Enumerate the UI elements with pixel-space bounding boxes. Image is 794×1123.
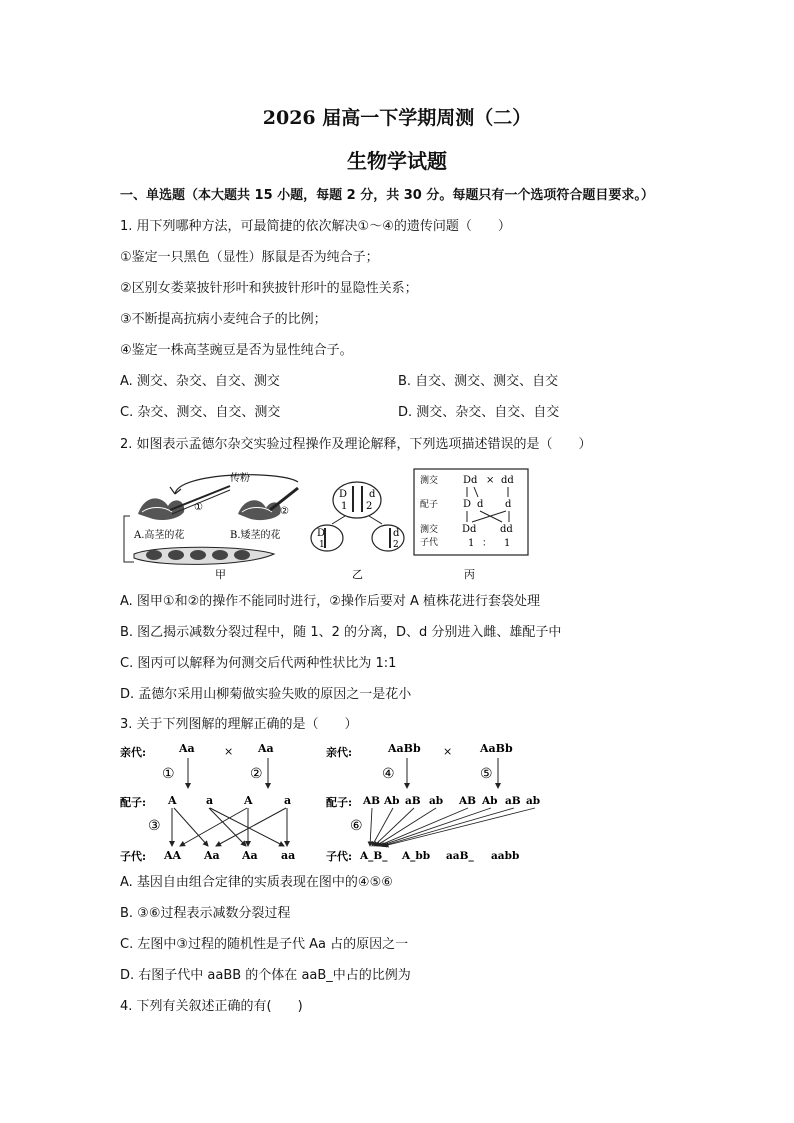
q2-option-c: C. 图丙可以解释为何测交后代两种性状比为 1:1 (120, 656, 397, 671)
gamete-aB-1: aB (405, 795, 421, 807)
q2-stem: 2. 如图表示孟德尔杂交实验过程操作及理论解释，下列选项描述错误的是（ ） (120, 437, 592, 452)
cross-line (216, 808, 286, 846)
cross-sign-right: × (443, 745, 453, 758)
offspring-label-right: 子代: (326, 850, 353, 863)
pollination-label: 传粉 (230, 473, 250, 484)
step-5-marker: ⑤ (480, 766, 493, 782)
step-6-marker: ⑥ (350, 818, 363, 834)
arrow-line (474, 487, 478, 497)
pea-icon (168, 550, 184, 560)
gamete-Ab-2: Ab (482, 795, 498, 807)
offspring-label-1: 测交 (420, 525, 439, 535)
cross-sign: × (486, 475, 495, 486)
offspring-AA: AA (164, 849, 182, 862)
pod-connector (124, 516, 134, 562)
q2-figure (120, 466, 530, 584)
split-line-left (332, 516, 345, 524)
parent-Aa-1: Aa (179, 742, 195, 755)
q1-item-2: ②区别女娄菜披针形叶和狭披针形叶的显隐性关系； (120, 281, 418, 296)
q1-option-d: D. 测交、杂交、自交、自交 (398, 405, 560, 420)
gamete-A-1: A (168, 794, 177, 807)
cross-line (180, 808, 247, 846)
offspring-Aa-2: Aa (242, 849, 258, 862)
tall-flower-icon (138, 498, 184, 520)
q2-option-b: B. 图乙揭示减数分裂过程中，随 1、2 的分离，D、d 分别进入雌、雄配子中 (120, 625, 562, 640)
parent-label-left: 亲代: (120, 746, 147, 759)
figure-jia-label: 甲 (215, 568, 226, 581)
offspring-aa: aa (281, 849, 296, 862)
gamete-label-left: 配子: (120, 796, 147, 809)
pea-icon (146, 550, 162, 560)
cross-line (382, 808, 514, 846)
daughter-D-label: D (317, 528, 326, 539)
allele-D-label: D (339, 489, 348, 500)
figure-yi-label: 乙 (352, 568, 363, 581)
parent-Aa-2: Aa (258, 742, 274, 755)
gamete-label: 配子 (420, 500, 439, 510)
gamete-d2: d (505, 499, 512, 510)
offspring-Dd: Dd (462, 524, 477, 535)
daughter-2-label: 2 (393, 540, 399, 550)
q3-figure (120, 738, 550, 866)
daughter-d-label: d (393, 528, 400, 539)
figure-yi (311, 482, 404, 581)
q1-option-a: A. 测交、杂交、自交、测交 (120, 374, 280, 389)
q1-option-b: B. 自交、测交、测交、自交 (398, 374, 559, 389)
gamete-ab-2: ab (526, 795, 541, 807)
cross-line (210, 808, 284, 846)
gamete-D: D (463, 499, 472, 510)
q1-item-4: ④鉴定一株高茎豌豆是否为显性纯合子。 (120, 343, 353, 358)
q1-item-3: ③不断提高抗病小麦纯合子的比例； (120, 312, 327, 327)
exam-subtitle: 生物学试题 (347, 149, 447, 173)
gamete-label-right: 配子: (326, 796, 353, 809)
arrow-line (480, 511, 502, 522)
offspring-Aa-1: Aa (204, 849, 220, 862)
daughter-1-label: 1 (319, 540, 325, 550)
gamete-A-2: A (244, 794, 253, 807)
allele-d-label: d (369, 489, 376, 500)
cross-line (372, 808, 393, 846)
gamete-a-1: a (206, 794, 214, 807)
step-1-marker: ① (162, 766, 175, 782)
parent-label-right: 亲代: (326, 746, 353, 759)
chromosome-2-label: 2 (366, 501, 373, 512)
pea-icon (234, 550, 250, 560)
step-4-marker: ④ (382, 766, 395, 782)
chromosome-1-label: 1 (341, 501, 348, 512)
exam-title: 2026 届高一下学期周测（二） (262, 107, 532, 129)
offspring-label-2: 子代 (420, 538, 439, 548)
gamete-d: d (477, 499, 484, 510)
offspring-A_bb: A_bb (402, 850, 431, 862)
daughter-cell-left (311, 525, 343, 551)
cross-line (378, 808, 468, 846)
flower-a-label: A.高茎的花 (134, 530, 185, 541)
q3-stem: 3. 关于下列图解的理解正确的是（ ） (120, 717, 358, 732)
gamete-aB-2: aB (505, 795, 521, 807)
figure-bing-label: 丙 (464, 568, 475, 581)
figure-jia (124, 471, 298, 581)
parent-dd: dd (501, 475, 514, 486)
parent-AaBb-2: AaBb (480, 742, 513, 755)
parent-Dd: Dd (463, 475, 478, 486)
step-2-marker: ② (250, 766, 263, 782)
q1-stem: 1. 用下列哪种方法，可最简捷的依次解决①～④的遗传问题（ ） (120, 219, 511, 234)
testcross-label: 测交 (420, 476, 439, 486)
q3-option-c: C. 左图中③过程的随机性是子代 Aa 占的原因之一 (120, 937, 409, 952)
offspring-A_B_: A_B_ (360, 850, 388, 862)
gamete-AB-1: AB (363, 795, 381, 807)
cross-line (380, 808, 491, 846)
q1-option-c: C. 杂交、测交、自交、测交 (120, 405, 281, 420)
cross-line (370, 808, 372, 846)
ratio-left: 1 (468, 538, 475, 549)
q4-stem: 4. 下列有关叙述正确的有( ) (120, 999, 303, 1014)
right-cross-diagram (326, 742, 540, 863)
flower-b-label: B.矮茎的花 (230, 530, 281, 541)
ratio-right: 1 (504, 538, 511, 549)
q3-option-d: D. 右图子代中 aaBB 的个体在 aaB_中占的比例为 (120, 968, 411, 983)
arrow-line (472, 511, 506, 522)
gamete-ab-1: ab (429, 795, 444, 807)
pea-icon (190, 550, 206, 560)
gamete-AB-2: AB (459, 795, 477, 807)
split-line-right (369, 516, 382, 524)
offspring-aabb: aabb (491, 850, 520, 862)
pea-icon (212, 550, 228, 560)
cross-sign-left: × (224, 745, 234, 758)
q3-option-b: B. ③⑥过程表示减数分裂过程 (120, 906, 291, 921)
gamete-a-2: a (284, 794, 292, 807)
left-cross-diagram (120, 742, 295, 863)
section-heading: 一、单选题（本大题共 15 小题，每题 2 分，共 30 分。每题只有一个选项符合题目要求。） (120, 188, 654, 203)
q3-option-a: A. 基因自由组合定律的实质表现在图中的④⑤⑥ (120, 875, 393, 890)
step-2-label: ② (280, 506, 289, 517)
step-3-marker: ③ (148, 818, 161, 834)
q1-item-1: ①鉴定一只黑色（显性）豚鼠是否为纯合子； (120, 250, 379, 265)
figure-bing (414, 469, 528, 581)
offspring-aaB_: aaB_ (446, 850, 474, 862)
offspring-dd: dd (500, 524, 513, 535)
cell-ellipse (333, 482, 381, 518)
gamete-Ab-1: Ab (384, 795, 400, 807)
parent-AaBb-1: AaBb (388, 742, 421, 755)
step-1-label: ① (194, 502, 203, 513)
q2-option-d: D. 孟德尔采用山柳菊做实验失败的原因之一是花小 (120, 687, 412, 702)
offspring-label-left: 子代: (120, 850, 147, 863)
q2-option-a: A. 图甲①和②的操作不能同时进行，②操作后要对 A 植株花进行套袋处理 (120, 594, 541, 609)
ratio-colon: ： (482, 538, 492, 549)
